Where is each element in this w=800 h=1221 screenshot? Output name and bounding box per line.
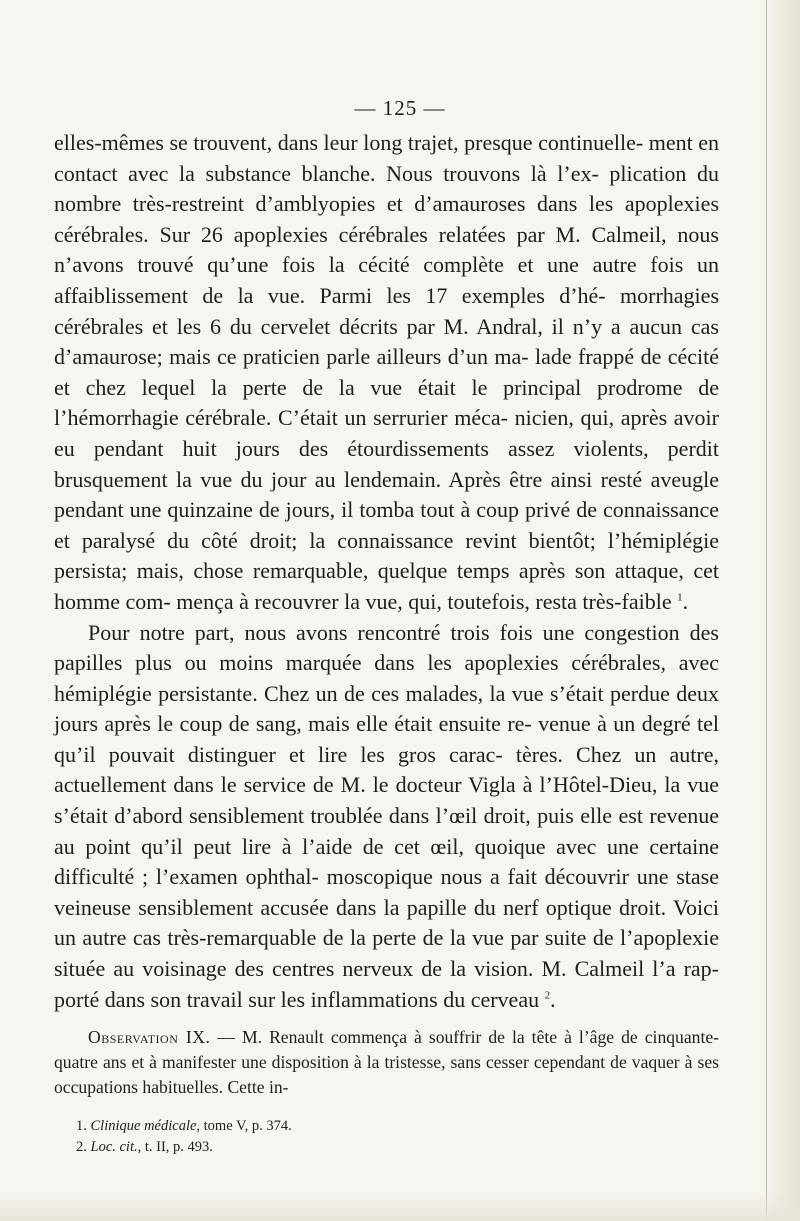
footnote-1-number: 1. bbox=[76, 1118, 87, 1135]
body-text bbox=[54, 128, 719, 1015]
paragraph-2-end: . bbox=[550, 986, 556, 1012]
footnote-1-source: Clinique médicale bbox=[90, 1118, 197, 1135]
footnote-1-rest: , tome V, p. 374. bbox=[196, 1118, 292, 1135]
paragraph-1 bbox=[54, 128, 719, 618]
page-edge-shadow bbox=[764, 0, 800, 1221]
footnote-2 bbox=[54, 1137, 719, 1158]
paragraph-2-text: Pour notre part, nous avons rencontré trois fois une congestion des papilles plus ou moins marquée dans les apoplexies cérébrales, avec hémiplégie persistante. Chez un de ces malades, la vue s’était perdue deux jours après le coup de sang, mais elle était ensuite re- venue à un degré tel qu’il pouvait distinguer et lire les gros carac- tères. Chez un autre, actuellement dans le service de M. le docteur Vigla à l’Hôtel-Dieu, la vue s’était d’abord sensiblement troublée dans l’œil droit, puis elle est revenue au point qu’il peut lire à l’aide de cet œil, quoique avec une certaine difficulté ; l’examen ophthal- moscopique nous a fait découvrir une stase veineuse sensiblement accusée dans la papille du nerf optique droit. Voici un autre cas très-remarquable de la perte de la vue par suite de l’apoplexie située au voisinage des centres nerveux de la vision. M. Calmeil l’a rap- porté dans son travail sur les inflammations du cerveau bbox=[54, 619, 719, 1012]
paragraph-1-end: . bbox=[682, 588, 689, 614]
page-bottom-shadow bbox=[0, 1191, 800, 1221]
footnote-1 bbox=[54, 1116, 719, 1137]
footnote-2-number: 2. bbox=[76, 1139, 87, 1156]
footnote-2-rest: , t. II, p. 493. bbox=[137, 1139, 213, 1156]
observation-text: — M. Renault commença à souffrir de la tête à l’âge de cinquante-quatre ans et à manifester une disposition à la tristesse, sans cesser cependant de vaquer à ses occupations habituelles. Cette in- bbox=[54, 1027, 719, 1098]
page-edge-line bbox=[766, 0, 767, 1221]
page-content bbox=[54, 128, 719, 1158]
observation-block bbox=[54, 1025, 719, 1100]
paragraph-1-text: elles-mêmes se trouvent, dans leur long trajet, presque continuelle- ment en contact avec la substance blanche. Nous trouvons là l’ex- plication du nombre très-restreint d’amblyopies et d’amauroses dans les apoplexies cérébrales. Sur 26 apoplexies cérébrales relatées par M. Calmeil, nous n’avons trouvé qu’une fois la cécité complète et une autre fois un affaiblissement de la vue. Parmi les 17 exemples d’hé- morrhagies cérébrales et les 6 du cervelet décrits par M. Andral, il n’y a aucun cas d’amaurose; mais ce praticien parle ailleurs d’un ma- lade frappé de cécité et chez lequel la perte de la vue était le principal prodrome de l’hémorrhagie cérébrale. C’était un serrurier méca- nicien, qui, après avoir eu pendant huit jours des étourdissements assez violents, perdit brusquement la vue du jour au lendemain. Après être ainsi resté aveugle pendant une quinzaine de jours, il tomba tout à coup privé de connaissance et paralysé du côté droit; la connaissance revint bientôt; l’hémiplégie persista; mais, chose remarquable, quelque temps après son attaque, cet homme com- mença à recouvrer la vue, qui, toutefois, resta très-faible bbox=[54, 130, 719, 614]
footnote-2-source: Loc. cit. bbox=[90, 1139, 138, 1156]
paragraph-2 bbox=[54, 618, 719, 1016]
footnotes bbox=[54, 1116, 719, 1158]
footnote-ref-2: 2 bbox=[544, 989, 551, 1002]
footnote-ref-1: 1 bbox=[677, 591, 683, 604]
page-number-header: — 125 — bbox=[354, 96, 446, 120]
observation-title: Observation IX. bbox=[88, 1027, 211, 1048]
